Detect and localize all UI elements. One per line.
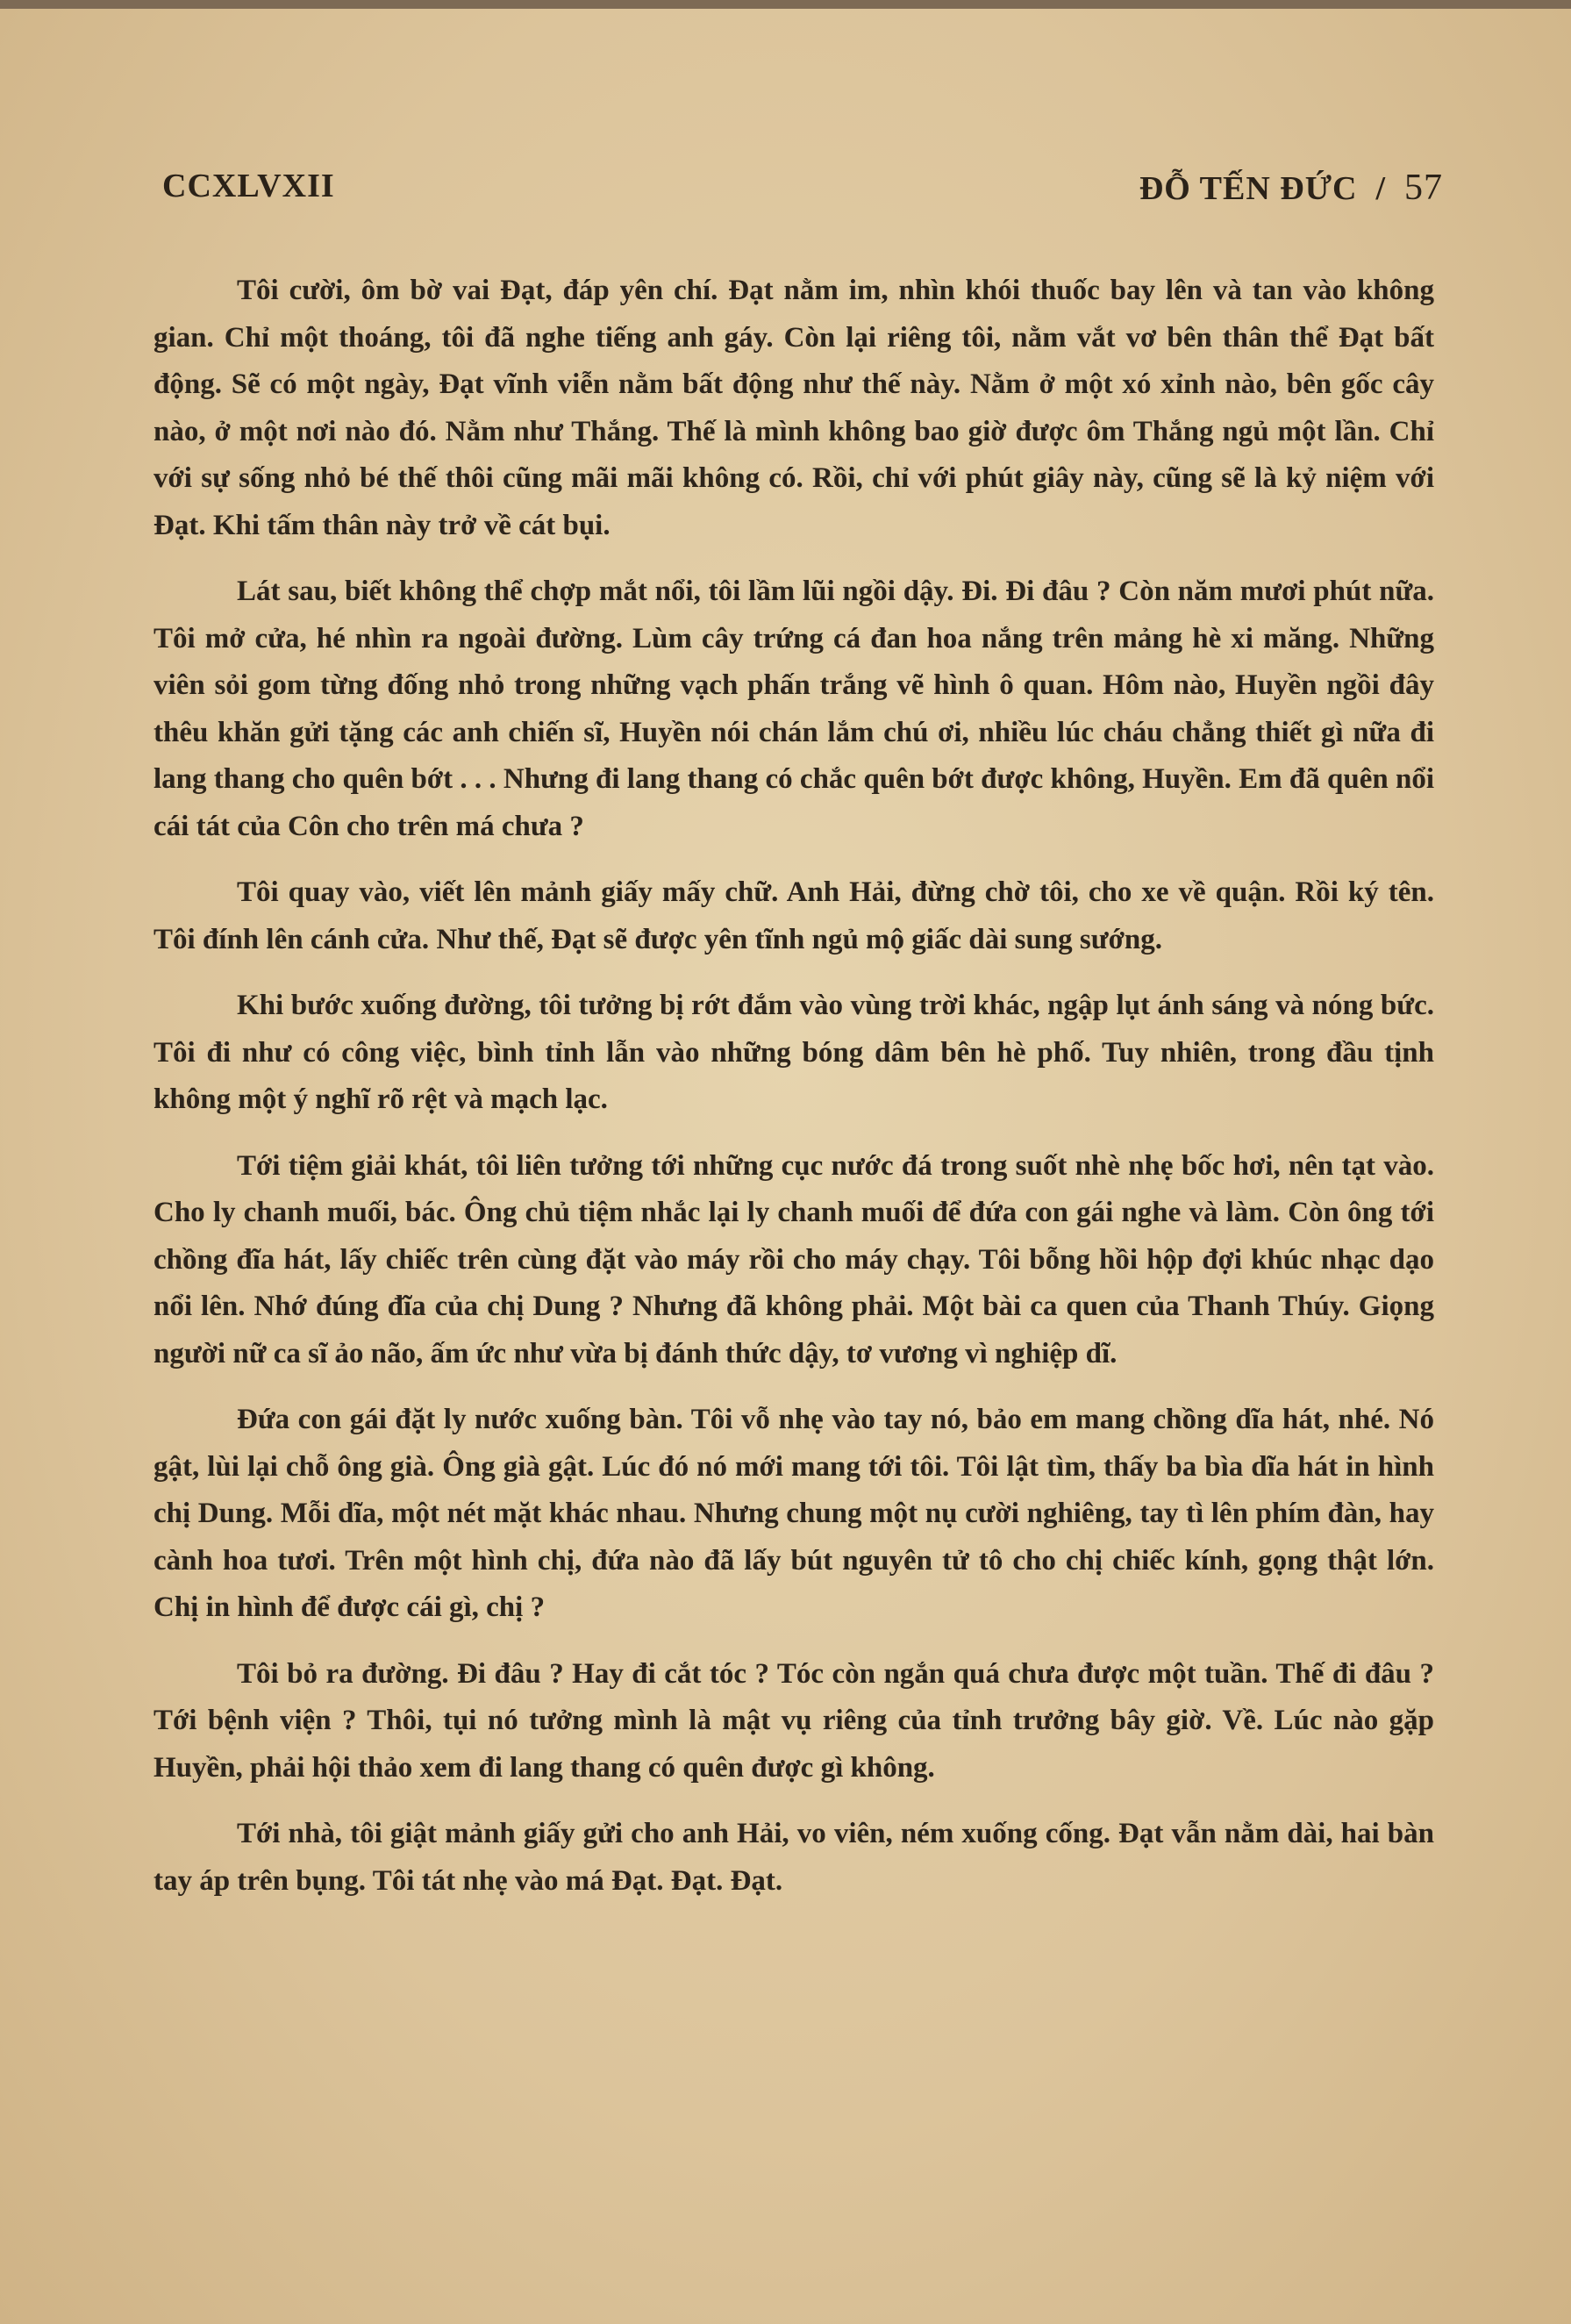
paragraph-2: Lát sau, biết không thể chợp mắt nổi, tôi lầm lũi ngồi dậy. Đi. Đi đâu ? Còn năm mươi phút nữa. Tôi mở cửa, hé nhìn ra ngoài đường. Lùm cây trứng cá đan hoa nắng trên mảng hè xi măng. Những viên sỏi gom từng đống nhỏ trong những vạch phấn trắng vẽ hình ô quan. Hôm nào, Huyền ngồi đây thêu khăn gửi tặng các anh chiến sĩ, Huyền nói chán lắm chú ơi, nhiều lúc cháu chẳng thiết gì nữa đi lang thang cho quên bớt . . . Nhưng đi lang thang có chắc quên bớt được không, Huyền. Em đã quên nổi cái tát của Côn cho trên má chưa ? [154, 576, 1434, 842]
paragraph-4: Khi bước xuống đường, tôi tưởng bị rớt đắm vào vùng trời khác, ngập lụt ánh sáng và nóng bức. Tôi đi như có công việc, bình tỉnh lẫn vào những bóng dâm bên hè phố. Tuy nhiên, trong đầu tịnh không một ý nghĩ rõ rệt và mạch lạc. [154, 990, 1434, 1115]
running-head: CCXLVXII [162, 168, 335, 204]
paragraph-3: Tôi quay vào, viết lên mảnh giấy mấy chữ. Anh Hải, đừng chờ tôi, cho xe về quận. Rồi ký tên. Tôi đính lên cánh cửa. Như thế, Đạt sẽ được yên tĩnh ngủ mộ giấc dài sung sướng. [154, 876, 1434, 955]
paragraph-1: Tôi cười, ôm bờ vai Đạt, đáp yên chí. Đạt nằm im, nhìn khói thuốc bay lên và tan vào không gian. Chỉ một thoáng, tôi đã nghe tiếng anh gáy. Còn lại riêng tôi, nằm vắt vơ bên thân thể Đạt bất động. Sẽ có một ngày, Đạt vĩnh viễn nằm bất động như thế này. Nằm ở một xó xỉnh nào, bên gốc cây nào, ở một nơi nào đó. Nằm như Thắng. Thế là mình không bao giờ được ôm Thắng ngủ một lần. Chỉ với sự sống nhỏ bé thế thôi cũng mãi mãi không có. Rồi, chỉ với phút giây này, cũng sẽ là kỷ niệm với Đạt. Khi tấm thân này trở về cát bụi. [154, 275, 1434, 541]
body-text [154, 268, 1434, 1924]
author-name: ĐỖ TẾN ĐỨC [1139, 170, 1358, 207]
header-separator: / [1375, 170, 1386, 207]
page-header [162, 167, 1443, 219]
paragraph-8: Tới nhà, tôi giật mảnh giấy gửi cho anh Hải, vo viên, ném xuống cống. Đạt vẫn nằm dài, hai bàn tay áp trên bụng. Tôi tát nhẹ vào má Đạt. Đạt. Đạt. [154, 1818, 1434, 1897]
paragraph-5: Tới tiệm giải khát, tôi liên tưởng tới những cục nước đá trong suốt nhè nhẹ bốc hơi, nên tạt vào. Cho ly chanh muối, bác. Ông chủ tiệm nhắc lại ly chanh muối để đứa con gái nghe và làm. Còn ông tới chồng đĩa hát, lấy chiếc trên cùng đặt vào máy rồi cho máy chạy. Tôi bỗng hồi hộp đợi khúc nhạc dạo nổi lên. Nhớ đúng đĩa của chị Dung ? Nhưng đã không phải. Một bài ca quen của Thanh Thúy. Giọng người nữ ca sĩ ảo não, ấm ức như vừa bị đánh thức dậy, tơ vương vì nghiệp dĩ. [154, 1149, 1434, 1369]
paragraph-7: Tôi bỏ ra đường. Đi đâu ? Hay đi cắt tóc ? Tóc còn ngắn quá chưa được một tuần. Thế đi đâu ? Tới bệnh viện ? Thôi, tụi nó tưởng mình là mật vụ riêng của tỉnh trưởng bây giờ. Về. Lúc nào gặp Huyền, phải hội thảo xem đi lang thang có quên được gì không. [154, 1657, 1434, 1784]
author-and-page [1139, 167, 1443, 209]
page-number: 57 [1404, 168, 1443, 208]
paragraph-6: Đứa con gái đặt ly nước xuống bàn. Tôi vỗ nhẹ vào tay nó, bảo em mang chồng dĩa hát, nhé. Nó gật, lùi lại chỗ ông già. Ông già gật. Lúc đó nó mới mang tới tôi. Tôi lật tìm, thấy ba bìa dĩa hát in hình chị Dung. Mỗi dĩa, một nét mặt khác nhau. Nhưng chung một nụ cười nghiêng, tay tì lên phím đàn, hay cành hoa tươi. Trên một hình chị, đứa nào đã lấy bút nguyên tử tô cho chị chiếc kính, gọng thật lớn. Chị in hình để được cái gì, chị ? [154, 1404, 1434, 1623]
page-top-edge [0, 0, 1571, 9]
